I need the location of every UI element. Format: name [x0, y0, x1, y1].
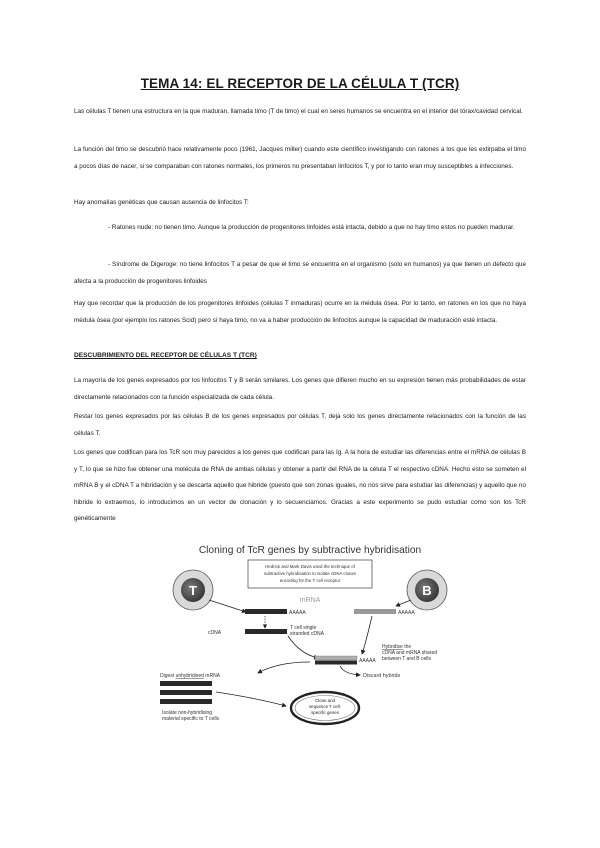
hybridise-line-2: cDNA and mRNA shared — [382, 650, 438, 656]
b-cell-label: B — [422, 583, 432, 598]
discard-label: Discard hybrids — [363, 673, 401, 679]
hybridise-word: Hybridise — [382, 644, 403, 650]
isolate-line-2: material specific to T cells — [162, 716, 220, 722]
hybridise-rest: the — [402, 644, 412, 650]
arrow-discard — [340, 666, 360, 675]
paragraph-thymus: Las células T tienen una estructura en la que maduran, llamada timo (T de timo) el cual en seres humanos se encuentra en el interior del tórax/cavidad cervical. — [74, 108, 523, 115]
clone-line-1: Clone and — [314, 698, 336, 703]
t-cdna-strand — [245, 629, 287, 634]
b-mrna-strand — [354, 609, 396, 614]
figure-title: Cloning of TcR genes by subtractive hybridisation — [198, 545, 422, 556]
isolate-line-1: Isolate non-hybridising — [162, 710, 213, 716]
arrow-b-to-mrna — [396, 600, 411, 606]
t-single-stranded-2: stranded cDNA — [290, 631, 324, 637]
mrna-label: mRNA — [299, 597, 321, 604]
hybrid-top-strand — [315, 656, 357, 660]
arrow-t-to-mrna — [209, 600, 246, 612]
paragraph-subtract-genes: Restar los genes expresados por las células B de los genes expresados por células T, deja solo los genes directamente relacionados con la función de las células T. — [74, 413, 526, 437]
annotation-line-2: subtractive hybridisation to isolate cDNA clones — [263, 571, 357, 576]
section-heading: DESCUBRIMIENTO DEL RECEPTOR DE CÉLULAS T (TCR) — [74, 352, 257, 359]
hybrid-polya-label: AAAAA — [359, 658, 376, 664]
paragraph-tcr-experiment: Los genes que codifican para los TcR son muy parecidos a los genes que codifican para las Ig. A la hora de estudiar las diferencias entre el mRNA de células B y T, lo que se hizo fue obtener una molécula de RNA de ambas células y obtener a partir del RNA de la célula T el respectivo cDNA. Hecho esto se someten el mRNA B y el cDNA T a hibridación y se descarta aquello que hibride (puesto que son zonas iguales, no nos sirve para estudiar las diferencias) y aquello que no hibride lo extraemos, lo introducimos en un vector de clonación y lo secuenciamos. Gracias a este experimento se pudo estudiar como son los TcR genéticamente — [74, 449, 526, 522]
hybrid-bottom-strand — [315, 661, 357, 665]
paragraph-digeorge: - Síndrome de Digeroge: no tiene linfocitos T a pesar de que el timo se encuentra en el organismo (solo en humanos) ya que tienen un defecto que afecta a la producción de progenitores linfoides — [74, 261, 526, 285]
annotation-line-3: encoding for the T cell receptor — [279, 578, 341, 583]
remaining-strand-3 — [160, 699, 212, 704]
paragraph-thymus-function: La función del timo se descubrió hace relativamente poco (1961, Jacques miller) cuando este científico investigando con ratones a los que les extirpaba el timo a pocos días de nacer, si se comparaban con ratones normales, los primeros no presentaban linfocitos T, y por lo tanto eran muy susceptibles a infecciones. — [74, 146, 526, 170]
figure-svg — [160, 538, 460, 728]
arrow-cdna-to-hybrid — [288, 636, 318, 658]
paragraph-anomalies: Hay anomalías genéticas que causan ausencia de linfocitos T: — [74, 199, 249, 206]
clone-line-3: specific genes — [311, 710, 339, 715]
paragraph-nude-mice: - Ratones nude: no tienen timo. Aunque la producción de progenitores linfoides está intacta, debido a que no hay timo estos no pueden madurar. — [108, 224, 515, 231]
remaining-strand-2 — [160, 690, 212, 695]
clone-line-2: sequence T cell- — [308, 704, 342, 709]
page-title: TEMA 14: EL RECEPTOR DE LA CÉLULA T (TCR) — [140, 76, 460, 91]
paragraph-genes-similar: La mayoría de los genes expresados por los linfocitos T y B serán similares. Los genes que difieren mucho en su expresión tienen más probabilidades de estar directamente relacionados con la función especializada de cada célula. — [74, 377, 526, 401]
arrow-to-digest — [258, 662, 310, 673]
arrow-to-clone — [216, 692, 286, 706]
arrow-mrna-to-hybrid — [362, 616, 372, 654]
t-cell-label: T — [189, 583, 197, 598]
t-mrna-strand — [245, 609, 287, 614]
digest-word-3: mRNA — [203, 673, 221, 679]
t-polya-label: AAAAA — [289, 610, 306, 616]
cdna-label: cDNA — [208, 630, 222, 636]
digest-label — [160, 673, 221, 679]
t-single-stranded-1: T cell single — [290, 625, 317, 631]
digest-word-1: Digest — [160, 673, 176, 679]
annotation-line-1: Hedrick and Mark Davis used the technique of — [265, 564, 355, 569]
paragraph-bone-marrow: Hay que recordar que la producción de los progenitores linfoides (células T inmaduras) ocurre en la médula ósea. Por lo tanto, en ratones en los que no haya médula ósea (por ejemplo los ratones Scid) pero sí haya timo, no va a haber producción de linfocitos aunque la capacidad de maduración esté intacta. — [74, 300, 526, 324]
subtractive-hybridisation-figure — [160, 538, 460, 728]
remaining-strand-1 — [160, 681, 212, 686]
digest-word-2: unhybridised — [175, 673, 204, 679]
hybridise-line-3: between T and B cells — [382, 656, 432, 662]
b-polya-label: AAAAA — [398, 610, 415, 616]
